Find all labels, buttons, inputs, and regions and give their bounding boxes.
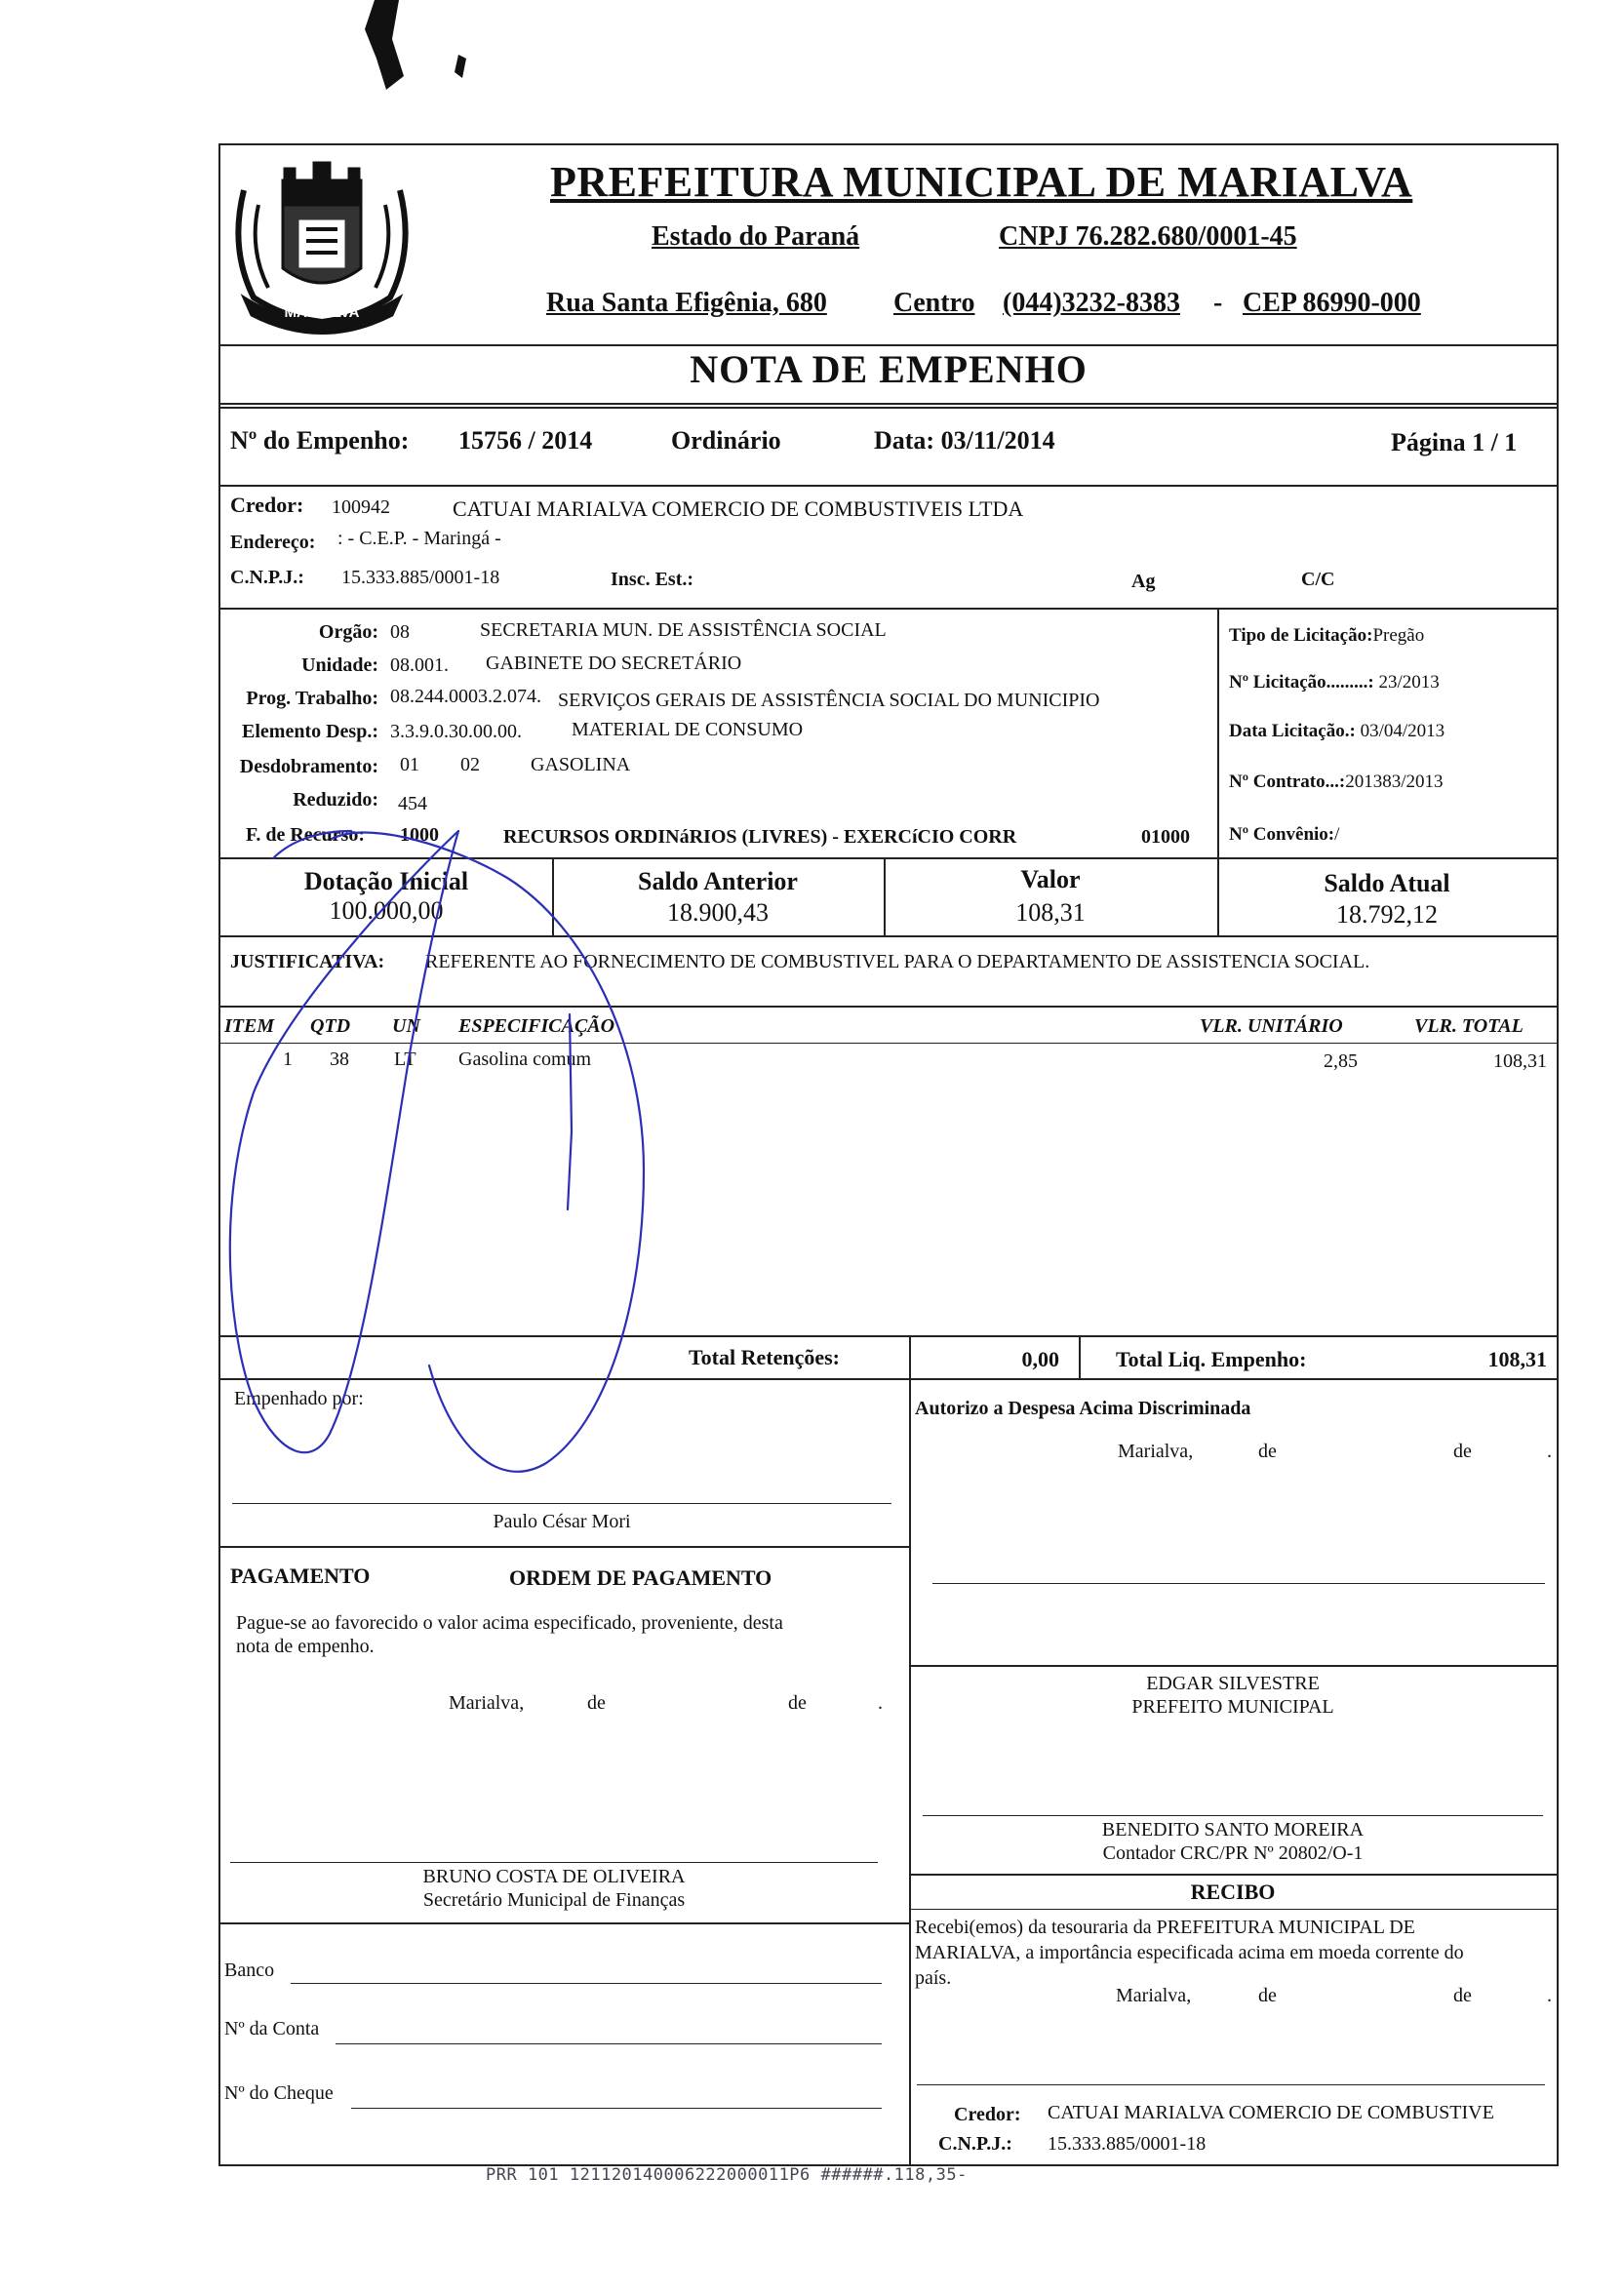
numero-licitacao-value: 23/2013: [1378, 672, 1440, 693]
insc-est-label: Insc. Est.:: [611, 569, 694, 590]
address-label: Endereço:: [230, 532, 316, 553]
empenho-date: Data: 03/11/2014: [874, 426, 1055, 455]
total-retencoes-value: 0,00: [1021, 1347, 1059, 1371]
valor-label: Valor: [1020, 865, 1081, 893]
recibo-signature-line: [917, 2084, 1545, 2085]
total-liquido-label: Total Liq. Empenho:: [1116, 1347, 1307, 1371]
address-district: Centro: [893, 288, 975, 318]
document-title: NOTA DE EMPENHO: [690, 347, 1088, 391]
prog-trabalho-name: SERVIÇOS GERAIS DE ASSISTÊNCIA SOCIAL DO MUNICIPIO: [558, 690, 1100, 711]
desdobramento-a: 01: [400, 754, 419, 775]
numero-licitacao: [1229, 672, 1440, 693]
row-vlr-total: 108,31: [1493, 1050, 1547, 1072]
recibo-city: Marialva,: [1116, 1985, 1192, 2006]
desdobramento-label: Desdobramento:: [239, 756, 378, 777]
ordem-pagamento-label: ORDEM DE PAGAMENTO: [509, 1565, 772, 1590]
elemento-desp-name: MATERIAL DE CONSUMO: [572, 719, 804, 740]
conta-field: [336, 2043, 882, 2044]
justificativa-label: JUSTIFICATIVA:: [230, 951, 385, 972]
page-number: Página 1 / 1: [1391, 428, 1518, 456]
row-vlr-unitario: 2,85: [1324, 1050, 1358, 1072]
col-header-un: UN: [392, 1015, 420, 1037]
pagamento-city: Marialva,: [449, 1692, 525, 1714]
saldo-atual-label: Saldo Atual: [1324, 869, 1450, 897]
elemento-desp-label: Elemento Desp.:: [242, 721, 378, 742]
pagamento-de1: de: [587, 1692, 606, 1714]
reduzido-value: 454: [398, 793, 427, 814]
empenhado-por-label: Empenhado por:: [234, 1388, 364, 1409]
credor-name: CATUAI MARIALVA COMERCIO DE COMBUSTIVEIS LTDA: [453, 496, 1024, 521]
footer-code: PRR 101 121120140006222000011P6 ######.118,35-: [486, 2165, 968, 2185]
contador-signature-line: [923, 1815, 1543, 1816]
total-retencoes-label: Total Retenções:: [689, 1345, 840, 1369]
separator-dash: -: [1213, 288, 1223, 318]
col-header-qtd: QTD: [310, 1015, 351, 1037]
secretario-role: Secretário Municipal de Finanças: [422, 1889, 686, 1911]
pagamento-de2: de: [788, 1692, 807, 1714]
state-name: Estado do Paraná: [652, 221, 860, 252]
nota-de-empenho-form: [218, 143, 1559, 2166]
prog-trabalho-label: Prog. Trabalho:: [246, 688, 378, 709]
tipo-licitacao: [1229, 625, 1424, 647]
recibo-dot: .: [1547, 1985, 1552, 2006]
numero-convenio-value: /: [1334, 824, 1340, 845]
pagamento-label: PAGAMENTO: [230, 1564, 371, 1588]
credor-cnpj-label: C.N.P.J.:: [230, 567, 304, 588]
prefeito-role: PREFEITO MUNICIPAL: [1131, 1696, 1334, 1718]
unidade-name: GABINETE DO SECRETÁRIO: [486, 653, 742, 674]
saldo-atual-value: 18.792,12: [1336, 900, 1438, 929]
orgao-code: 08: [390, 621, 410, 643]
fonte-recurso-sub: 01000: [1141, 826, 1190, 848]
cheque-field: [351, 2108, 882, 2109]
contador-name: BENEDITO SANTO MOREIRA: [1101, 1819, 1365, 1841]
numero-contrato: [1229, 772, 1443, 793]
credor-cnpj: 15.333.885/0001-18: [341, 567, 500, 588]
secretario-name: BRUNO COSTA DE OLIVEIRA: [422, 1866, 686, 1887]
data-licitacao-value: 03/04/2013: [1360, 721, 1445, 741]
row-item: 1: [283, 1049, 293, 1070]
recibo-text-line1: Recebi(emos) da tesouraria da PREFEITURA MUNICIPAL DE: [915, 1917, 1415, 1938]
numero-convenio-label: Nº Convênio:: [1229, 824, 1335, 845]
tipo-licitacao-value: Pregão: [1372, 625, 1425, 646]
scan-mark: [267, 0, 501, 98]
recibo-text-line3: país.: [915, 1967, 952, 1989]
credor-code: 100942: [332, 496, 390, 518]
autorizo-de1: de: [1258, 1441, 1277, 1462]
numero-convenio: [1229, 824, 1339, 846]
total-liquido-value: 108,31: [1487, 1347, 1547, 1371]
valor-value: 108,31: [1015, 898, 1086, 927]
row-un: LT: [394, 1049, 416, 1070]
credor-address: : - C.E.P. - Maringá -: [337, 528, 501, 549]
banco-field: [291, 1983, 882, 1984]
autorizo-city: Marialva,: [1118, 1441, 1194, 1462]
numero-licitacao-label: Nº Licitação.........:: [1229, 672, 1374, 693]
desdobramento-name: GASOLINA: [531, 754, 631, 775]
cheque-label: Nº do Cheque: [224, 2082, 334, 2104]
row-especificacao: Gasolina comum: [458, 1049, 592, 1070]
autorizo-de2: de: [1453, 1441, 1472, 1462]
saldo-anterior-value: 18.900,43: [667, 898, 769, 927]
recibo-text-line2: MARIALVA, a importância especificada acima em moeda corrente do: [915, 1942, 1464, 1963]
conta-label: Nº da Conta: [224, 2018, 320, 2039]
credor-label: Credor:: [230, 493, 304, 517]
address-street: Rua Santa Efigênia, 680: [546, 288, 827, 318]
empenho-type: Ordinário: [671, 426, 781, 455]
banco-label: Banco: [224, 1960, 275, 1981]
saldo-anterior-label: Saldo Anterior: [638, 867, 798, 895]
autorizo-dot: .: [1547, 1441, 1552, 1462]
empenhado-signature-line: [232, 1503, 891, 1504]
empenho-number-label: Nº do Empenho:: [230, 426, 410, 455]
agency-label: Ag: [1131, 571, 1156, 592]
row-qtd: 38: [330, 1049, 349, 1070]
recibo-cnpj-value: 15.333.885/0001-18: [1048, 2133, 1207, 2155]
data-licitacao-label: Data Licitação.:: [1229, 721, 1356, 741]
account-label: C/C: [1301, 569, 1335, 590]
recibo-title: RECIBO: [1190, 1880, 1276, 1904]
autorizo-label: Autorizo a Despesa Acima Discriminada: [915, 1398, 1251, 1419]
municipal-crest-icon: [224, 151, 419, 336]
municipality-cnpj: CNPJ 76.282.680/0001-45: [999, 221, 1297, 252]
recibo-de2: de: [1453, 1985, 1472, 2006]
secretario-signature-line: [230, 1862, 878, 1863]
recibo-credor-label: Credor:: [954, 2104, 1021, 2125]
orgao-name: SECRETARIA MUN. DE ASSISTÊNCIA SOCIAL: [480, 619, 887, 641]
col-header-vlr-total: VLR. TOTAL: [1414, 1015, 1524, 1037]
data-licitacao: [1229, 721, 1445, 742]
dotacao-inicial-label: Dotação Inicial: [303, 867, 469, 895]
fonte-recurso-label: F. de Recurso:: [245, 824, 365, 846]
pagamento-text-line2: nota de empenho.: [236, 1636, 375, 1657]
municipality-title: PREFEITURA MUNICIPAL DE MARIALVA: [550, 158, 1413, 206]
unidade-label: Unidade:: [301, 654, 378, 676]
numero-contrato-value: 201383/2013: [1345, 772, 1444, 792]
col-header-especificacao: ESPECIFICAÇÃO: [458, 1015, 615, 1037]
contador-role: Contador CRC/PR Nº 20802/O-1: [1102, 1842, 1364, 1864]
crest-banner-text: MARIALVA: [284, 304, 360, 321]
prefeito-name: EDGAR SILVESTRE: [1146, 1673, 1320, 1694]
recibo-de1: de: [1258, 1985, 1277, 2006]
empenho-number: 15756 / 2014: [458, 426, 593, 455]
unidade-code: 08.001.: [390, 654, 449, 676]
pagamento-text-line1: Pague-se ao favorecido o valor acima especificado, proveniente, desta: [236, 1612, 783, 1634]
fonte-recurso-code: 1000: [400, 824, 439, 846]
recibo-credor-name: CATUAI MARIALVA COMERCIO DE COMBUSTIVE: [1048, 2102, 1494, 2123]
tipo-licitacao-label: Tipo de Licitação:: [1229, 625, 1373, 646]
reduzido-label: Reduzido:: [293, 789, 378, 811]
numero-contrato-label: Nº Contrato...:: [1229, 772, 1346, 792]
col-header-vlr-unitario: VLR. UNITÁRIO: [1200, 1015, 1343, 1037]
justificativa-text: REFERENTE AO FORNECIMENTO DE COMBUSTIVEL PARA O DEPARTAMENTO DE ASSISTENCIA SOCIAL.: [425, 951, 1370, 972]
col-header-item: ITEM: [224, 1015, 275, 1037]
phone-number: (044)3232-8383: [1003, 288, 1180, 318]
autorizo-signature-line: [932, 1583, 1545, 1584]
postal-code: CEP 86990-000: [1243, 288, 1421, 318]
prog-trabalho-code: 08.244.0003.2.074.: [390, 686, 541, 707]
pagamento-dot: .: [878, 1692, 883, 1714]
orgao-label: Orgão:: [318, 621, 378, 643]
fonte-recurso-name: RECURSOS ORDINáRIOS (LIVRES) - EXERCíCIO CORR: [503, 826, 1017, 848]
empenhado-por-name: Paulo César Mori: [493, 1511, 631, 1532]
dotacao-inicial-value: 100.000,00: [329, 896, 444, 925]
desdobramento-b: 02: [460, 754, 480, 775]
recibo-cnpj-label: C.N.P.J.:: [938, 2133, 1012, 2155]
elemento-desp-code: 3.3.9.0.30.00.00.: [390, 721, 522, 742]
